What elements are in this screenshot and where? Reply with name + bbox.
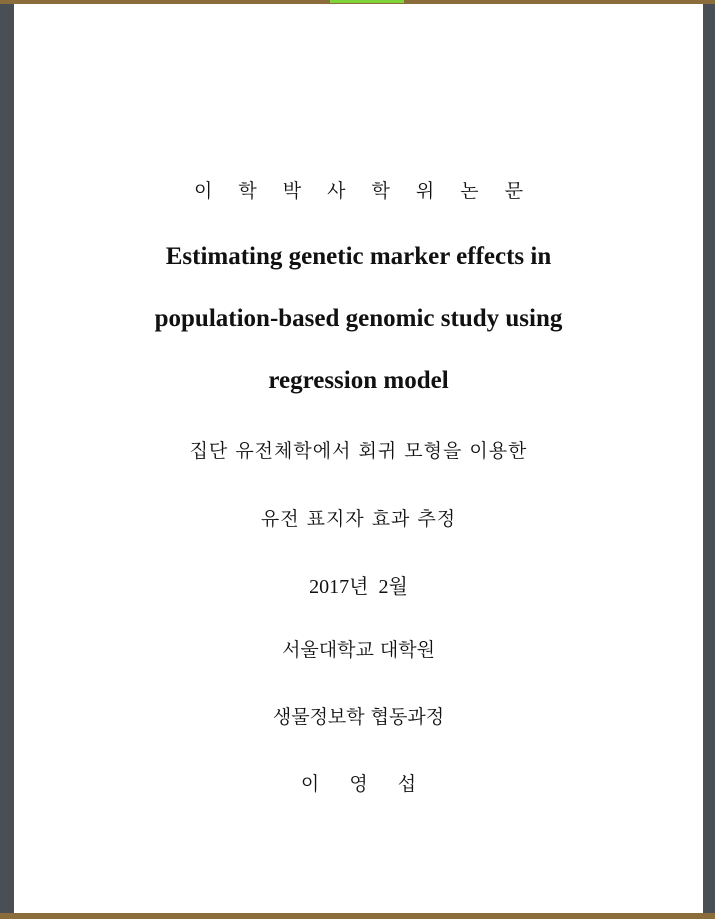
- university-name: 서울대학교 대학원: [282, 639, 435, 661]
- korean-title-line-1: 집단 유전체학에서 회귀 모형을 이용한: [189, 440, 528, 462]
- submission-date: 2017년 2월: [309, 576, 408, 598]
- window-bottom-border: [0, 913, 715, 919]
- degree-label: 이 학 박 사 학 위 논 문: [193, 180, 534, 202]
- program-name: 생물정보학 협동과정: [272, 706, 445, 728]
- english-title-line-2: population-based genomic study using: [154, 305, 563, 332]
- author-name: 이 영 섭: [300, 773, 429, 795]
- english-title: [14, 226, 703, 412]
- korean-title-line-2: 유전 표지자 효과 추정: [260, 508, 457, 530]
- english-title-line-1: Estimating genetic marker effects in: [165, 243, 552, 270]
- english-title-line-3: regression model: [268, 367, 449, 394]
- document-page: [14, 4, 703, 913]
- scroll-indicator: [330, 0, 404, 3]
